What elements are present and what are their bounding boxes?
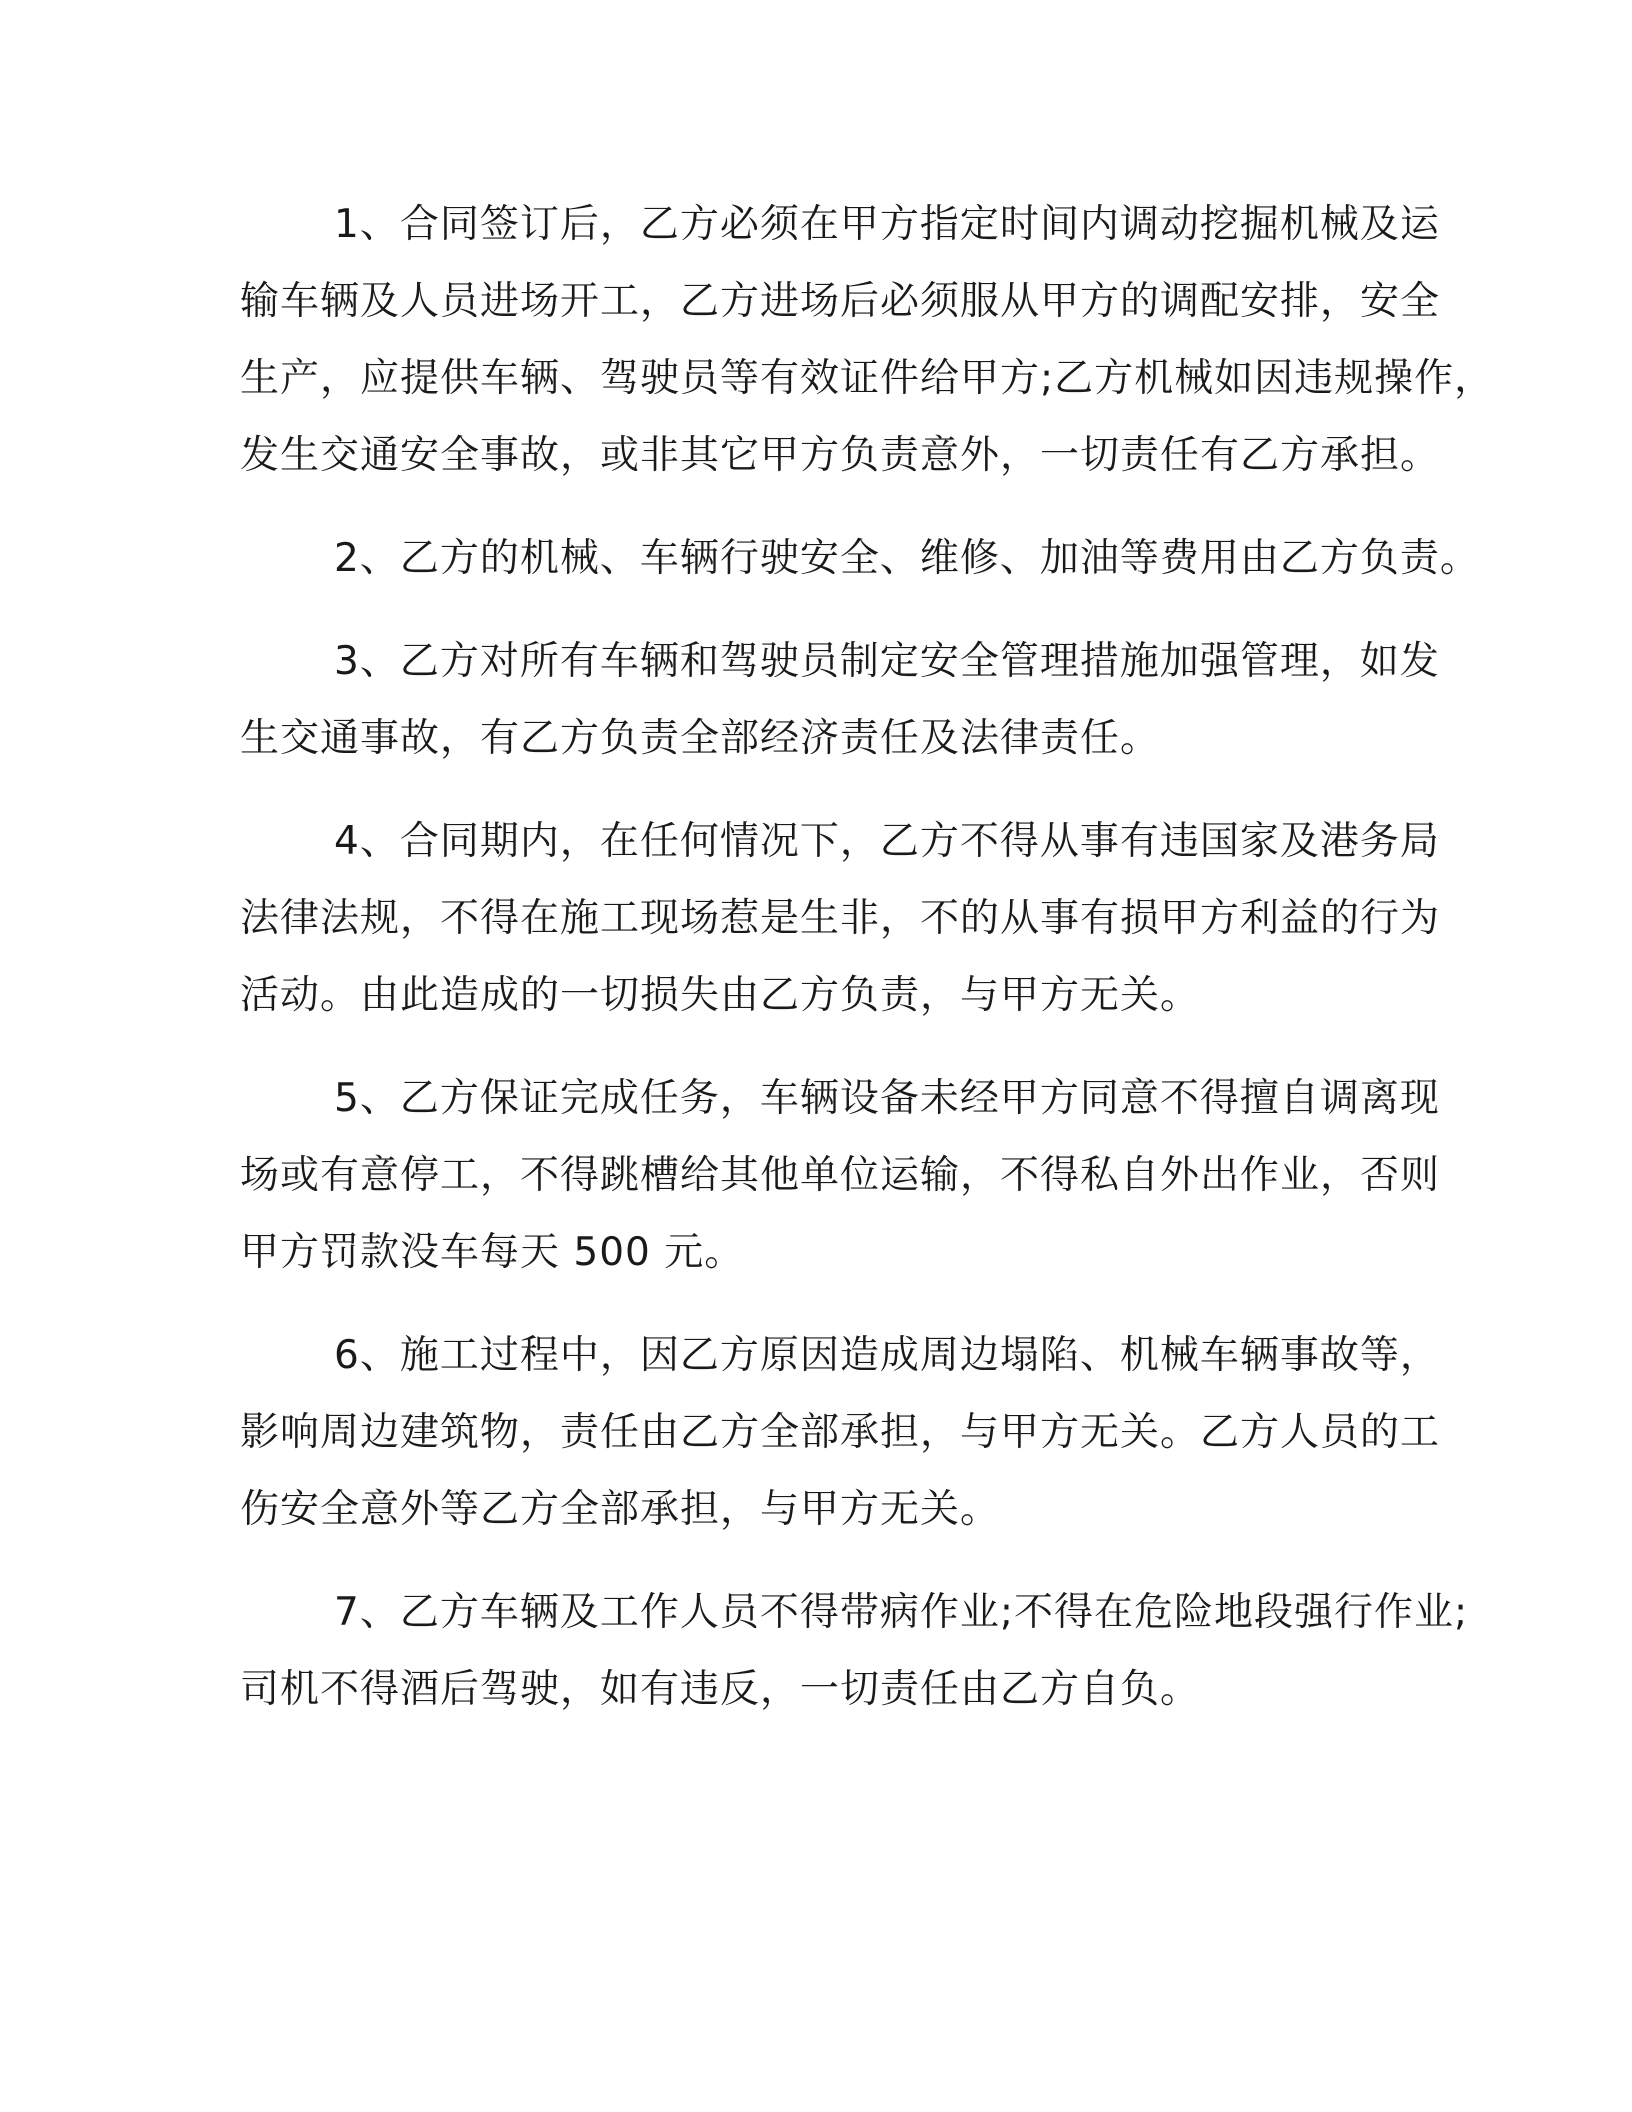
clause-line: 4、合同期内，在任何情况下，乙方不得从事有违国家及港务局	[334, 819, 1440, 864]
clause-line: 伤安全意外等乙方全部承担，与甲方无关。	[240, 1487, 1001, 1532]
clause-5	[240, 1060, 1441, 1291]
clause-3	[240, 623, 1440, 777]
clause-line: 6、施工过程中，因乙方原因造成周边塌陷、机械车辆事故等，	[334, 1333, 1440, 1378]
clause-line: 法律法规，不得在施工现场惹是生非，不的从事有损甲方利益的行为	[240, 896, 1441, 941]
clause-line: 司机不得酒后驾驶，如有违反，一切责任由乙方自负。	[240, 1667, 1201, 1712]
clause-line: 输车辆及人员进场开工，乙方进场后必须服从甲方的调配安排，安全	[240, 279, 1441, 324]
clause-2	[240, 520, 1480, 597]
clause-7	[240, 1574, 1469, 1728]
clause-4	[240, 803, 1441, 1034]
clause-line: 场或有意停工，不得跳槽给其他单位运输，不得私自外出作业，否则	[240, 1153, 1441, 1198]
clause-line: 5、乙方保证完成任务，车辆设备未经甲方同意不得擅自调离现	[334, 1076, 1440, 1121]
clause-line: 生交通事故，有乙方负责全部经济责任及法律责任。	[240, 716, 1161, 761]
document-body	[240, 186, 1495, 1754]
clause-line: 活动。由此造成的一切损失由乙方负责，与甲方无关。	[240, 973, 1201, 1018]
clause-1	[240, 186, 1495, 494]
clause-6	[240, 1317, 1441, 1548]
clause-line: 2、乙方的机械、车辆行驶安全、维修、加油等费用由乙方负责。	[334, 536, 1480, 581]
clause-line: 影响周边建筑物，责任由乙方全部承担，与甲方无关。乙方人员的工	[240, 1410, 1441, 1455]
clause-line: 1、合同签订后，乙方必须在甲方指定时间内调动挖掘机械及运	[334, 202, 1440, 247]
clause-line: 甲方罚款没车每天 500 元。	[240, 1230, 745, 1275]
clause-line: 生产，应提供车辆、驾驶员等有效证件给甲方;乙方机械如因违规操作，	[240, 356, 1495, 401]
clause-line: 7、乙方车辆及工作人员不得带病作业;不得在危险地段强行作业;	[334, 1590, 1469, 1635]
clause-line: 3、乙方对所有车辆和驾驶员制定安全管理措施加强管理，如发	[334, 639, 1440, 684]
clause-line: 发生交通安全事故，或非其它甲方负责意外，一切责任有乙方承担。	[240, 433, 1441, 478]
